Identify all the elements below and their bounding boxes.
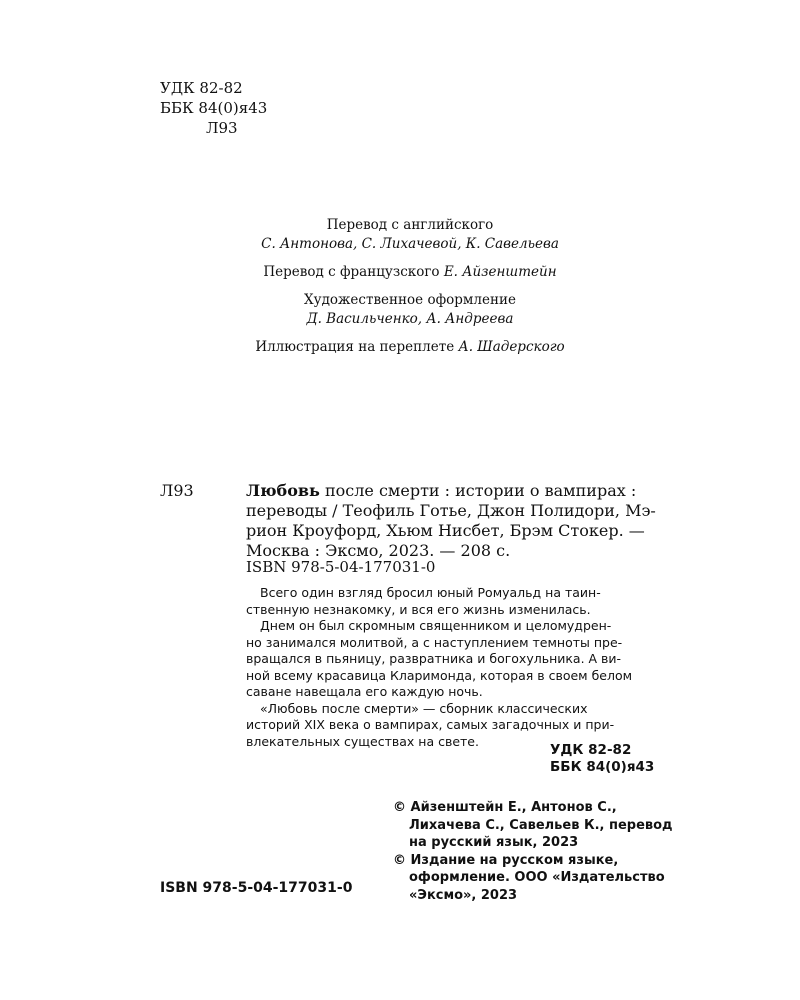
cover-illustration-name: А. Шадерского xyxy=(458,339,565,355)
translation-english-credit xyxy=(150,216,670,254)
bibliographic-line-2: переводы / Теофиль Готье, Джон Полидори, Мэ- xyxy=(246,501,656,520)
credits-block xyxy=(150,216,670,366)
copyright-block xyxy=(393,799,683,904)
bibliographic-line-4: Москва : Эксмо, 2023. — 208 с. xyxy=(246,541,511,560)
annotation-line: ственную незнакомку, и вся его жизнь изменилась. xyxy=(246,601,591,617)
translation-french-credit xyxy=(150,263,670,282)
copyright-translation-line: © Айзенштейн Е., Антонов С., xyxy=(393,800,617,815)
art-design-credit xyxy=(150,291,670,329)
cover-illustration-credit xyxy=(150,338,670,357)
art-design-title: Художественное оформление xyxy=(304,292,516,308)
bbk-code-bottom: ББК 84(0)я43 xyxy=(550,759,655,775)
bibliographic-code: Л93 xyxy=(160,481,194,500)
annotation-line: вращался в пьяницу, развратника и богохульника. А ви- xyxy=(246,651,622,666)
annotation xyxy=(246,585,664,750)
top-classification-codes xyxy=(160,78,267,138)
author-sign-code: Л93 xyxy=(206,119,238,137)
bbk-code: ББК 84(0)я43 xyxy=(160,99,268,117)
bibliographic-line-1: после смерти : истории о вампирах : xyxy=(324,481,637,500)
annotation-line: «Любовь после смерти» — сборник классических xyxy=(260,700,588,716)
annotation-line: ной всему красавица Кларимонда, которая в своем белом xyxy=(246,667,633,683)
annotation-line: влекательных существах на свете. xyxy=(246,733,479,749)
annotation-line: Днем он был скромным священником и целомудрен- xyxy=(260,618,612,633)
translation-english-title: Перевод с английского xyxy=(326,217,494,233)
annotation-line: саване навещала его каждую ночь. xyxy=(246,684,483,699)
annotation-line: Всего один взгляд бросил юный Ромуальд на таин- xyxy=(260,585,601,600)
translation-french-name: Е. Айзенштейн xyxy=(443,264,557,280)
cover-illustration-title: Иллюстрация на переплете xyxy=(255,339,455,355)
udk-code: УДК 82-82 xyxy=(160,79,243,97)
isbn-main: ISBN 978-5-04-177031-0 xyxy=(246,558,436,576)
isbn-bottom: ISBN 978-5-04-177031-0 xyxy=(160,880,353,896)
copyright-translation-line: на русский язык, 2023 xyxy=(409,835,579,850)
copyright-translation-line: Лихачева С., Савельев К., перевод xyxy=(409,817,673,833)
bibliographic-description xyxy=(246,481,676,561)
art-design-names: Д. Васильченко, А. Андреева xyxy=(306,311,514,327)
translation-english-names: С. Антонова, С. Лихачевой, К. Савельева xyxy=(261,236,559,252)
bibliographic-line-3: рион Кроуфорд, Хьюм Нисбет, Брэм Стокер. — xyxy=(246,521,645,540)
translation-french-title: Перевод с французского xyxy=(263,264,440,280)
copyright-edition-line: «Эксмо», 2023 xyxy=(409,887,518,903)
annotation-line: но занимался молитвой, а с наступлением темноты пре- xyxy=(246,634,623,650)
copyright-edition-line: © Издание на русском языке, xyxy=(393,852,619,868)
udk-code-bottom: УДК 82-82 xyxy=(550,742,632,758)
bottom-classification-codes xyxy=(550,742,654,776)
copyright-edition-line: оформление. ООО «Издательство xyxy=(409,870,665,885)
book-title-word: Любовь xyxy=(246,481,320,500)
annotation-line: историй XIX века о вампирах, самых загадочных и при- xyxy=(246,717,615,732)
